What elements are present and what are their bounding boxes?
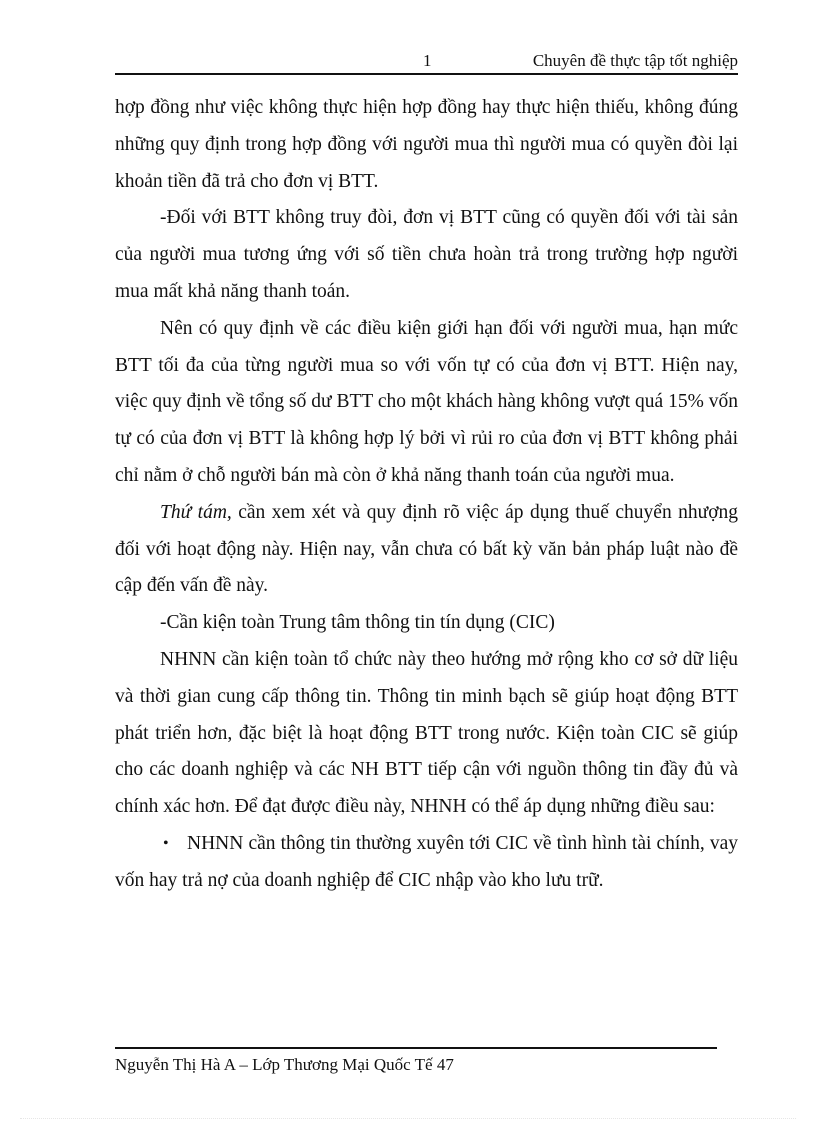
paragraph-cic-heading: -Cần kiện toàn Trung tâm thông tin tín dụng (CIC) bbox=[160, 612, 555, 634]
paragraph-recourse: -Đối với BTT không truy đòi, đơn vị BTT cũng có quyền đối với tài sản của người mua tương ứng với số tiền chưa hoàn trả trong trường hợp người mua mất khả năng thanh toán. bbox=[115, 207, 738, 302]
paragraph-continuation: hợp đồng như việc không thực hiện hợp đồng hay thực hiện thiếu, không đúng những quy định trong hợp đồng với người mua thì người mua có quyền đòi lại khoản tiền đã trả cho đơn vị BTT. bbox=[115, 97, 738, 192]
page-header bbox=[115, 50, 738, 72]
document-body bbox=[115, 90, 738, 900]
paragraph-transfer-tax bbox=[115, 495, 738, 605]
page-footer: Nguyễn Thị Hà A – Lớp Thương Mại Quốc Tế 47 bbox=[115, 1055, 454, 1074]
document-title: Chuyên đề thực tập tốt nghiệp bbox=[532, 51, 738, 70]
paragraph-transfer-tax-text: cần xem xét và quy định rõ việc áp dụng thuế chuyển nhượng đối với hoạt động này. Hiện nay, vẫn chưa có bất kỳ văn bản pháp luật nào đề cập đến vấn đề này. bbox=[115, 501, 739, 597]
bullet-item bbox=[115, 826, 738, 900]
paragraph-buyer-limits: Nên có quy định về các điều kiện giới hạn đối với người mua, hạn mức BTT tối đa của từng người mua so với vốn tự có của đơn vị BTT. Hiện nay, việc quy định về tổng số dư BTT cho một khách hàng không vượt quá 15% vốn tự có của đơn vị BTT là không hợp lý bởi vì rủi ro của đơn vị BTT không phải chỉ nằm ở chỗ người bán mà còn ở khả năng thanh toán của người mua. bbox=[115, 317, 738, 486]
footer-divider bbox=[115, 1047, 717, 1049]
header-divider bbox=[115, 73, 738, 75]
bullet-marker: • bbox=[163, 834, 169, 852]
page-bottom-edge bbox=[20, 1118, 796, 1119]
page-number: 1 bbox=[423, 51, 432, 70]
bullet-text: NHNN cần thông tin thường xuyên tới CIC về tình hình tài chính, vay vốn hay trả nợ của doanh nghiệp để CIC nhập vào kho lưu trữ. bbox=[115, 832, 738, 891]
paragraph-cic-details: NHNN cần kiện toàn tổ chức này theo hướng mở rộng kho cơ sở dữ liệu và thời gian cung cấp thông tin. Thông tin minh bạch sẽ giúp hoạt động BTT phát triển hơn, đặc biệt là hoạt động BTT trong nước. Kiện toàn CIC sẽ giúp cho các doanh nghiệp và các NH BTT tiếp cận với nguồn thông tin đầy đủ và chính xác hơn. Để đạt được điều này, NHNH có thể áp dụng những điều sau: bbox=[115, 648, 738, 818]
paragraph-lead-italic: Thứ tám, bbox=[160, 501, 232, 523]
